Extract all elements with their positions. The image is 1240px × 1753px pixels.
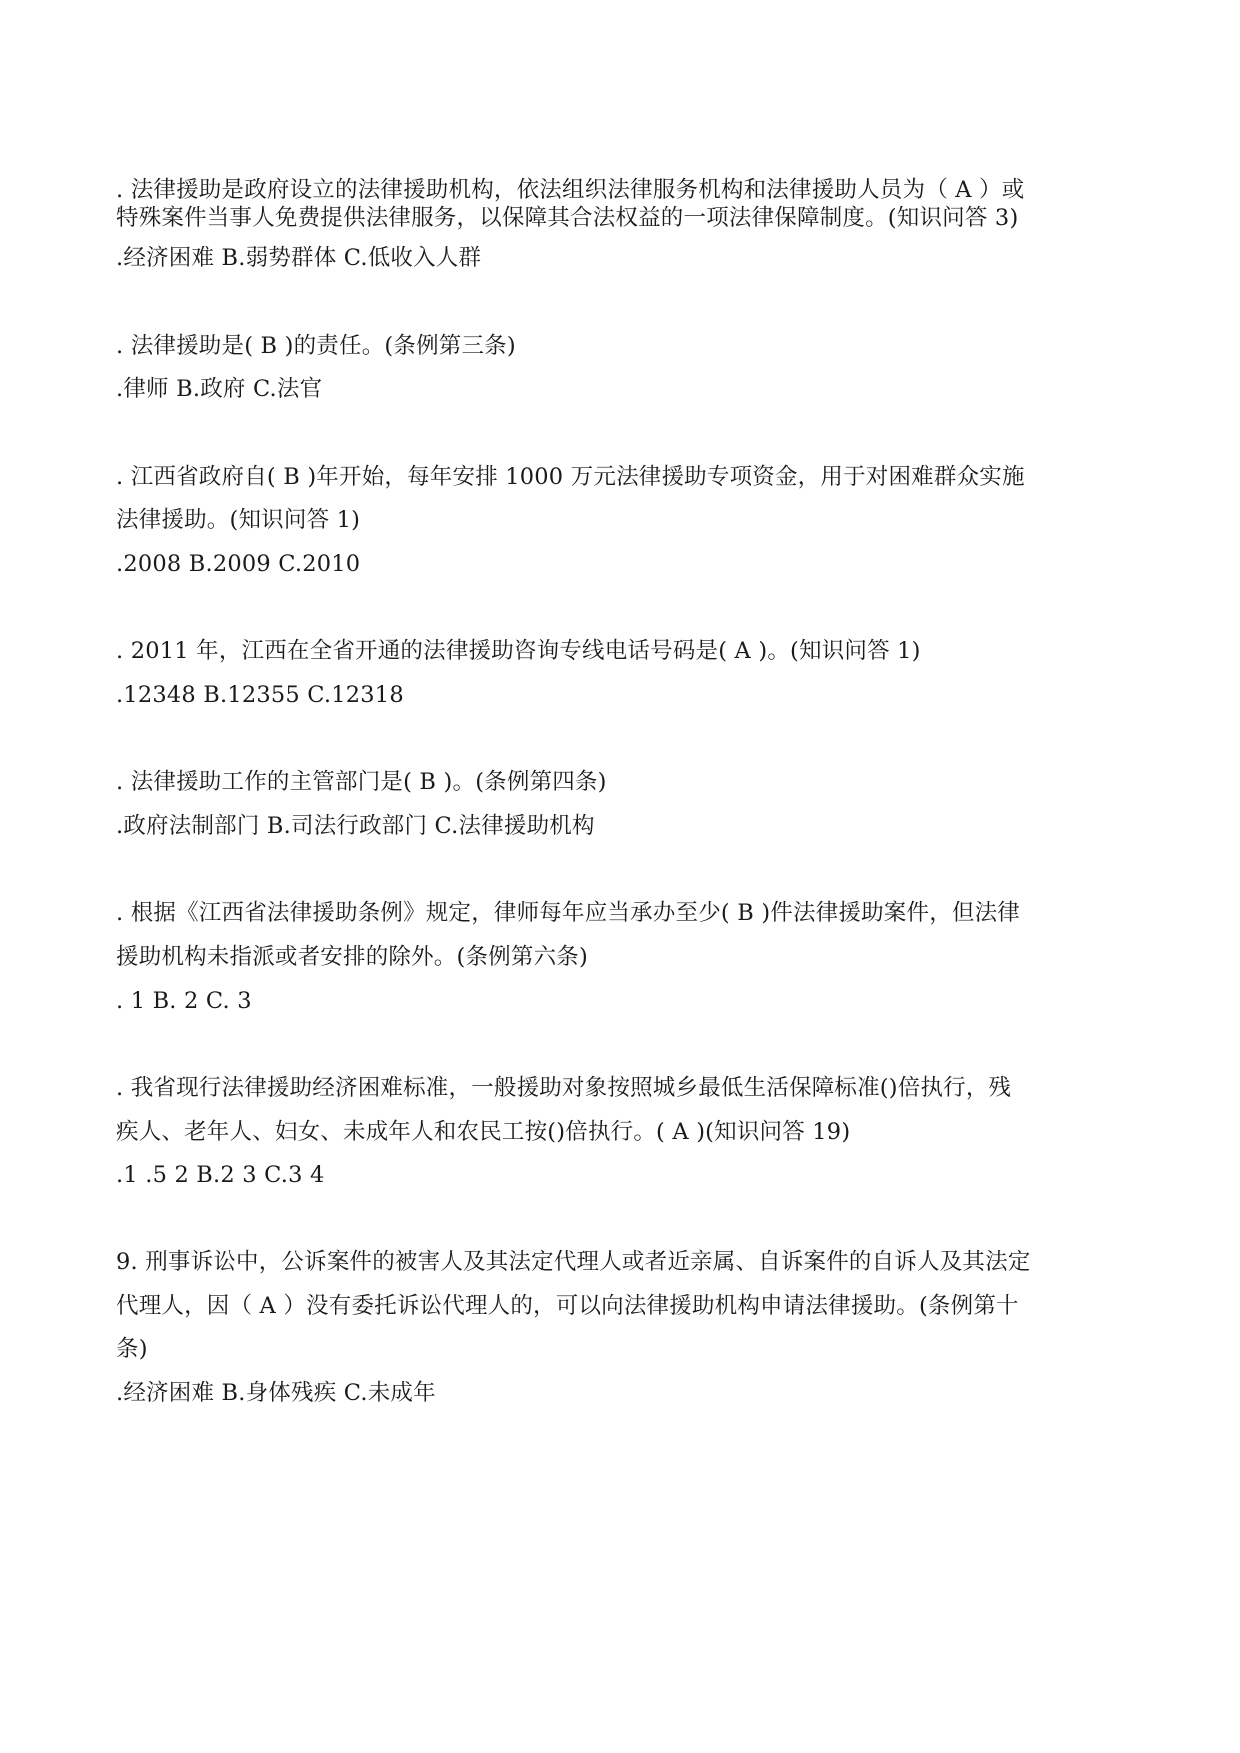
question-5-line-1: . 法律援助工作的主管部门是( B )。(条例第四条) xyxy=(116,769,607,795)
question-7-line-2: 疾人、老年人、妇女、未成年人和农民工按()倍执行。( A )(知识问答 19) xyxy=(116,1119,851,1145)
question-7-options: .1 .5 2 B.2 3 C.3 4 xyxy=(116,1162,325,1188)
question-2-line-1: . 法律援助是( B )的责任。(条例第三条) xyxy=(116,333,516,359)
question-7-line-1: . 我省现行法律援助经济困难标准，一般援助对象按照城乡最低生活保障标准()倍执行，残 xyxy=(116,1075,1012,1101)
question-6-line-1: . 根据《江西省法律援助条例》规定，律师每年应当承办至少( B )件法律援助案件，但法律 xyxy=(116,900,1021,926)
question-4-options: .12348 B.12355 C.12318 xyxy=(116,682,404,708)
question-6-line-2: 援助机构未指派或者安排的除外。(条例第六条) xyxy=(116,944,588,970)
question-5-options: .政府法制部门 B.司法行政部门 C.法律援助机构 xyxy=(116,813,595,839)
question-2-options: .律师 B.政府 C.法官 xyxy=(116,376,323,402)
question-3-line-1: . 江西省政府自( B )年开始，每年安排 1000 万元法律援助专项资金，用于对困难群众实施 xyxy=(116,464,1025,490)
question-1-options: .经济困难 B.弱势群体 C.低收入人群 xyxy=(116,245,482,271)
question-1-line-1: . 法律援助是政府设立的法律援助机构，依法组织法律服务机构和法律援助人员为（ A ）或 xyxy=(116,177,1025,203)
question-3-options: .2008 B.2009 C.2010 xyxy=(116,551,361,577)
question-9-line-2: 代理人，因（ A ）没有委托诉讼代理人的，可以向法律援助机构申请法律援助。(条例第十 xyxy=(116,1293,1019,1319)
question-9-options: .经济困难 B.身体残疾 C.未成年 xyxy=(116,1380,436,1406)
question-1-line-2: 特殊案件当事人免费提供法律服务，以保障其合法权益的一项法律保障制度。(知识问答 3) xyxy=(116,205,1019,231)
question-3-line-2: 法律援助。(知识问答 1) xyxy=(116,507,361,533)
question-9-line-3: 条) xyxy=(116,1336,148,1362)
question-6-options: . 1 B. 2 C. 3 xyxy=(116,988,252,1014)
question-4-line-1: . 2011 年，江西在全省开通的法律援助咨询专线电话号码是( A )。(知识问答 1) xyxy=(116,638,921,664)
question-9-line-1: 9. 刑事诉讼中，公诉案件的被害人及其法定代理人或者近亲属、自诉案件的自诉人及其法定 xyxy=(116,1249,1031,1275)
